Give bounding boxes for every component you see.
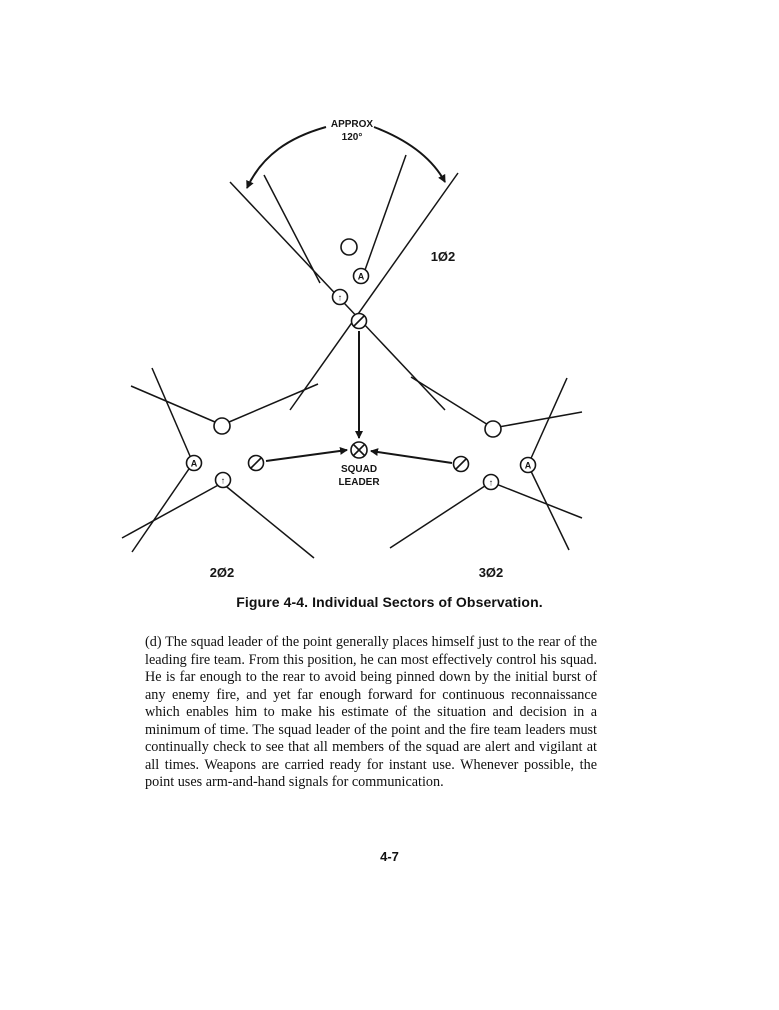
page-number: 4-7 — [380, 849, 399, 864]
figure-caption: Figure 4-4. Individual Sectors of Observation. — [236, 594, 543, 610]
team-2-automatic-rifleman — [187, 456, 202, 471]
team-2-sector-lines — [122, 368, 318, 558]
angle-label-degrees: 120° — [341, 132, 363, 143]
svg-text:↑: ↑ — [220, 475, 226, 486]
angle-label-approx: APPROX — [330, 119, 374, 130]
svg-text:↑: ↑ — [337, 292, 343, 303]
team-3-label: 3Ø2 — [478, 565, 504, 580]
squad-leader-label-2: LEADER — [338, 477, 380, 488]
team-3-rifleman — [485, 421, 501, 437]
team-3-automatic-rifleman — [521, 458, 536, 473]
body-paragraph: (d) The squad leader of the point generally places himself just to the rear of the leading fire team. From this position, he can most effectively control his squad. He is far enough to the rear to avoid being pinned down by the initial burst of any enemy fire, and yet far enough forward for continuous reconnaissance which enables him to make his estimate of the situation and decision in a minimum of time. The squad leader of the point and the fire team leaders must continually check to see that all members of the squad are alert and vigilant at all times. Weapons are carried ready for instant use. Whenever possible, the point uses arm-and-hand signals for communication. — [145, 634, 597, 790]
team-1-grenadier — [352, 314, 367, 329]
team-1-team-leader — [333, 290, 348, 305]
team-3-sector-lines — [390, 377, 582, 550]
team-2-grenadier — [249, 456, 264, 471]
team-1-sector-lines — [230, 155, 458, 410]
team-2-team-leader — [216, 473, 231, 488]
team-1-rifleman — [341, 239, 357, 255]
squad-leader-symbol — [351, 442, 367, 458]
svg-text:A: A — [357, 271, 365, 282]
team-1-label: 1Ø2 — [430, 249, 456, 264]
team-2-label: 2Ø2 — [209, 565, 235, 580]
svg-text:↑: ↑ — [488, 477, 494, 488]
team-3-grenadier — [454, 457, 469, 472]
team-1-automatic-rifleman — [354, 269, 369, 284]
team-2-rifleman — [214, 418, 230, 434]
team-3-team-leader — [484, 475, 499, 490]
squad-leader-label-1: SQUAD — [340, 464, 378, 475]
svg-text:A: A — [190, 458, 198, 469]
svg-text:A: A — [524, 460, 532, 471]
